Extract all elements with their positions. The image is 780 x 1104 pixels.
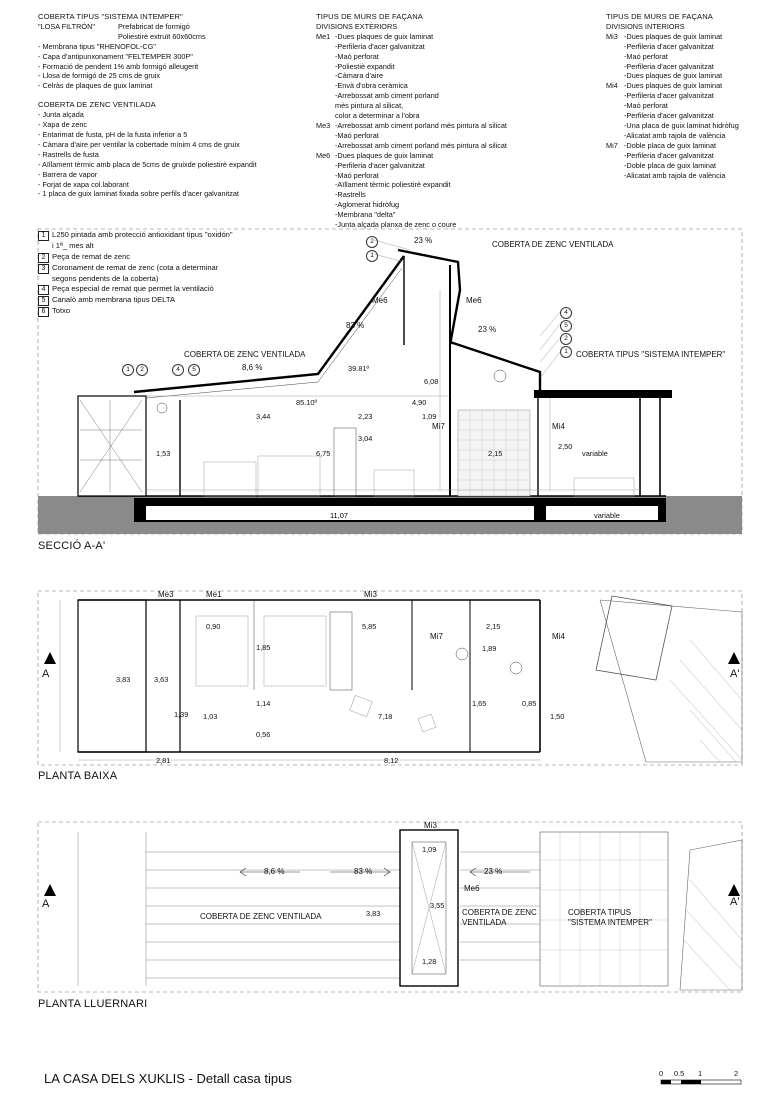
dim: 2,15: [488, 449, 503, 458]
spec-title: TIPUS DE MURS DE FAÇANA: [606, 12, 713, 21]
label-slope: 23 %: [414, 236, 433, 245]
dim: 3,83: [366, 909, 381, 918]
wall-line: -Envà d'obra ceràmica: [335, 81, 408, 91]
label-me6-right: Me6: [466, 296, 482, 305]
pl-roof-label: "SISTEMA INTEMPER": [568, 918, 652, 927]
scale-label: 0: [659, 1069, 664, 1078]
legend-num: 6: [38, 307, 49, 317]
spec-subtitle: DIVISIONS INTERIORS: [606, 21, 685, 31]
furniture: [204, 462, 256, 496]
pl-slope: 8,6 %: [264, 867, 285, 876]
pb-chair: [418, 714, 436, 732]
wall-line: color a determinar a l'obra: [335, 111, 420, 121]
dim: 2,15: [486, 622, 501, 631]
wall-line: -Arrebossat amb ciment porland: [335, 91, 439, 101]
wall-line: -Alicatat amb rajola de valència: [624, 170, 726, 180]
label-me6-left: Me6: [372, 296, 388, 305]
pl-garden: [680, 840, 742, 990]
spec-item: - Càmara d'aire per ventilar la cobertade mínim 4 cms de gruix: [38, 139, 240, 149]
pl-label: Me6: [464, 884, 480, 893]
dim: 1,09: [422, 412, 437, 421]
legend-text: segons pendents de la coberta): [52, 273, 159, 283]
dim: 4,90: [412, 398, 427, 407]
callout-circle: 1: [122, 364, 134, 376]
wall-line: -Maó perforat: [624, 51, 668, 61]
spec-item: - Rastrells de fusta: [38, 149, 99, 159]
dim: 1,65: [472, 699, 487, 708]
callout-circle: 1: [560, 346, 572, 358]
legend-num: 4: [38, 285, 49, 295]
section-marker-a: A: [42, 898, 50, 910]
pb-table: [264, 616, 326, 686]
section-marker-left-pl: [44, 884, 56, 896]
pb-chair: [350, 695, 372, 716]
legend-text: i 1ª_ mes alt: [52, 241, 94, 250]
section-marker-right-pb: [728, 652, 740, 664]
wall-line: -Perfileria d'acer galvanitzat: [624, 91, 714, 101]
legend-text: L250 pintada amb protecció antioxidant tipus "oxidón": [52, 230, 233, 239]
wall-code: Me6: [316, 150, 331, 160]
pl-roof-label: COBERTA TIPUS: [568, 908, 632, 917]
dim: 3,55: [430, 901, 445, 910]
label-angle: 85.10º: [296, 398, 318, 407]
wall-line: -Dues plaques de guix laminat: [335, 150, 434, 160]
sheet-footer-title: LA CASA DELS XUKLIS - Detall casa tipus: [44, 1071, 292, 1086]
spec-item: - Llosa de formigó de 25 cms de gruix: [38, 71, 161, 81]
legend-item: [38, 252, 233, 263]
label-mi4: Mi4: [552, 422, 565, 431]
wall-line: -Perfileria d'acer galvanitzat: [624, 61, 714, 71]
dim: 1,39: [174, 710, 189, 719]
spec-subtitle: DIVISIONS EXTERIORS: [316, 21, 398, 31]
wall-line: -Perfileria d'acer galvanitzat: [624, 111, 714, 121]
label-roof-intemper: COBERTA TIPUS "SISTEMA INTEMPER": [576, 350, 726, 359]
wall-line: -Doble placa de guix laminat: [624, 140, 717, 150]
wall-line: -Dues plaques de guix laminat: [335, 31, 434, 41]
pb-stair: [330, 612, 352, 690]
scale-label: 2: [734, 1069, 739, 1078]
planta-lluernari-title: PLANTA LLUERNARI: [38, 998, 148, 1010]
wall-line: mès pintura al silicat,: [335, 101, 404, 111]
pb-label: Mi7: [430, 632, 443, 641]
spec-title: COBERTA DE ZENC VENTILADA: [38, 100, 156, 110]
label-slope: 83 %: [346, 321, 365, 330]
pb-label: Me1: [206, 590, 222, 599]
spec-item: - Membrana tipus "RHENOFOL-CG": [38, 41, 156, 51]
legend-text: Coronament de remat de zenc (cota a determinar: [52, 262, 219, 272]
wall-line: -Maó perforat: [335, 130, 379, 140]
legend-item: [38, 263, 233, 274]
wall-line: -Dues plaques de guix laminat: [624, 81, 723, 91]
wall-line: -Maó perforat: [335, 51, 379, 61]
round-window: [157, 403, 167, 413]
dim: variable: [582, 449, 608, 458]
wall-line: -Dues plaques de guix laminat: [624, 31, 723, 41]
callout-circle: 4: [172, 364, 184, 376]
pl-slope: 23 %: [484, 867, 503, 876]
wall-line: -Junta alçada planxa de zenc o coure: [335, 220, 457, 230]
wall-line: -Una placa de guix laminat hidròfug: [624, 120, 739, 130]
section-marker-a-prime: A': [730, 668, 740, 680]
dim: 1,53: [156, 449, 171, 458]
pb-label: Mi4: [552, 632, 565, 641]
legend-item: [38, 284, 233, 295]
dim: 1,89: [482, 644, 497, 653]
legend-num: 1: [38, 231, 49, 241]
dim: 1,09: [422, 845, 437, 854]
dim: 6,75: [316, 449, 331, 458]
spec-item: - 1 placa de guix laminat fixada sobre perfils d'acer galvanitzat: [38, 189, 239, 199]
dim: 0,85: [522, 699, 537, 708]
pb-terrace: [596, 596, 672, 680]
wall-line: -Perfileria d'acer galvanitzat: [335, 41, 425, 51]
dim: 1,03: [203, 712, 218, 721]
scale-label: 1: [698, 1069, 703, 1078]
pb-label: Me3: [158, 590, 174, 599]
callout-circle: 2: [136, 364, 148, 376]
spec-losa-line: Poliestirè extruït 60x60cms: [118, 31, 206, 41]
wall-line: -Aglomerat hidròfug: [335, 200, 400, 210]
pl-roof-label: VENTILADA: [462, 918, 507, 927]
dim: 3,44: [256, 412, 271, 421]
wall-code: Me3: [316, 120, 331, 130]
dim: 8,12: [384, 756, 399, 765]
scale-label: 0.5: [674, 1069, 685, 1078]
spec-item: - Celràs de plaques de guix laminat: [38, 81, 153, 91]
spec-item: - Entarimat de fusta, pH de la fusta inferior a 5: [38, 129, 188, 139]
section-marker-a: A: [42, 668, 50, 680]
legend-text: Canalò amb membrana tipus DELTA: [52, 295, 175, 305]
wall-code: Mi7: [606, 140, 618, 150]
callout-circle: 4: [560, 307, 572, 319]
furniture: [574, 478, 634, 496]
label-angle: 39.81º: [348, 364, 370, 373]
pb-toilet: [510, 662, 522, 674]
spec-item: - Xapa de zenc: [38, 120, 88, 130]
wall-line: -Dues plaques de guix laminat: [624, 71, 723, 81]
legend-item: [38, 306, 233, 317]
spec-title: TIPUS DE MURS DE FAÇANA: [316, 12, 423, 21]
wall-line: -Perfileria d'acer galvanitzat: [624, 150, 714, 160]
label-roof-zinc-left: COBERTA DE ZENC VENTILADA: [184, 350, 306, 359]
spec-item: - Forjat de xapa col.laborant: [38, 179, 129, 189]
round-window: [494, 370, 506, 382]
dim: 6,08: [424, 377, 439, 386]
wall-code: Mi4: [606, 81, 618, 91]
spec-title: COBERTA TIPUS "SISTEMA INTEMPER": [38, 12, 183, 21]
callout-circle: 1: [366, 250, 378, 262]
planta-baixa-frame: [38, 591, 742, 765]
wall-line: -Membrana "delta": [335, 210, 396, 220]
spec-item: - Aïllament tèrmic amb placa de 5cms de gruixde poliestirè expandit: [38, 159, 257, 169]
dim: 7,18: [378, 712, 393, 721]
pb-bed: [196, 616, 248, 686]
label-roof-zinc-top: COBERTA DE ZENC VENTILADA: [492, 240, 614, 249]
wall-code: Me1: [316, 31, 331, 41]
legend-text: Peça de remat de zenc: [52, 251, 131, 261]
pb-label: Mi3: [364, 590, 377, 599]
wall-line: -Rastrells: [335, 190, 366, 200]
dim: 5,85: [362, 622, 377, 631]
dim: 0,56: [256, 730, 271, 739]
spec-item: - Junta alçada: [38, 110, 84, 120]
roof-intemper: [534, 390, 672, 398]
callout-circle: 2: [366, 236, 378, 248]
wall-line: -Perfileria d'acer galvanitzat: [624, 41, 714, 51]
dim: 3,63: [154, 675, 169, 684]
callout-circle: 2: [560, 333, 572, 345]
spec-item: - Formació de pendent 1% amb formigó alleugerit: [38, 61, 199, 71]
pl-roof-label: COBERTA DE ZENC: [462, 908, 537, 917]
section-legend: [38, 230, 233, 317]
dim: 2,50: [558, 442, 573, 451]
wall-line: -Maó perforat: [624, 101, 668, 111]
wall-line: -Arrebossat amb ciment porland més pintura al silicat: [335, 140, 507, 150]
dim: 1,14: [256, 699, 271, 708]
dim: 1,28: [422, 957, 437, 966]
scale-bar: [661, 1080, 741, 1084]
callout-circle: 5: [560, 320, 572, 332]
spec-item: - Capa d'antipunxonament "FELTEMPER 300P": [38, 51, 193, 61]
furniture: [374, 470, 414, 496]
legend-num: 2: [38, 253, 49, 263]
label-slope: 23 %: [478, 325, 497, 334]
section-marker-right-pl: [728, 884, 740, 896]
pb-left-volume: [78, 600, 146, 752]
wall-line: -Poliestiè expandit: [335, 61, 395, 71]
dim: 2,23: [358, 412, 373, 421]
pb-dim-lines: [60, 600, 540, 760]
pl-slope: 83 %: [354, 867, 373, 876]
label-slope: 8,6 %: [242, 363, 263, 372]
wall-line: -Doble placa de guix laminat: [624, 160, 717, 170]
wall-code: Mi3: [606, 31, 618, 41]
dim: 3,04: [358, 434, 373, 443]
dim: variable: [594, 511, 620, 520]
dim: 3,83: [116, 675, 131, 684]
pl-roof-label: COBERTA DE ZENC VENTILADA: [200, 912, 322, 921]
planta-baixa-title: PLANTA BAIXA: [38, 770, 118, 782]
dim: 1,50: [550, 712, 565, 721]
wall-line: -Alicatat amb rajola de valència: [624, 130, 726, 140]
legend-num: 3: [38, 264, 49, 274]
section-marker-left-pb: [44, 652, 56, 664]
dim: 0,90: [206, 622, 221, 631]
spec-losa-label: "LOSA FILTRÓN": [38, 21, 95, 31]
legend-item: [38, 230, 233, 241]
dim: 11,07: [330, 511, 348, 520]
legend-item: [38, 295, 233, 306]
section-marker-a-prime: A': [730, 896, 740, 908]
pl-label: Mi3: [424, 821, 437, 830]
left-block: [78, 396, 146, 496]
legend-num: 5: [38, 296, 49, 306]
wall-line: -Arrebossat amb ciment porland més pintura al silicat: [335, 120, 507, 130]
legend-text: Peça especial de remat que permet la ventilació: [52, 284, 214, 294]
planta-lluernari-frame: [38, 822, 742, 992]
pb-sink: [456, 648, 468, 660]
wall-line: -Aïllament tèrmic poliestirè expandit: [335, 180, 451, 190]
wall-line: -Càmara d'aire: [335, 71, 384, 81]
label-mi7: Mi7: [432, 422, 445, 431]
section-title: SECCIÓ A-A': [38, 540, 106, 552]
door: [334, 428, 356, 496]
dim: 1,85: [256, 643, 271, 652]
roof-mid: [450, 342, 540, 392]
dim: 2,81: [156, 756, 171, 765]
wall-line: -Maó perforat: [335, 170, 379, 180]
wall-line: -Perfileria d'acer galvanitzat: [335, 160, 425, 170]
spec-losa-line: Prefabricat de formigó: [118, 21, 190, 31]
spec-item: - Barrera de vapor: [38, 169, 98, 179]
callout-circle: 5: [188, 364, 200, 376]
legend-text: Totxo: [52, 306, 71, 316]
